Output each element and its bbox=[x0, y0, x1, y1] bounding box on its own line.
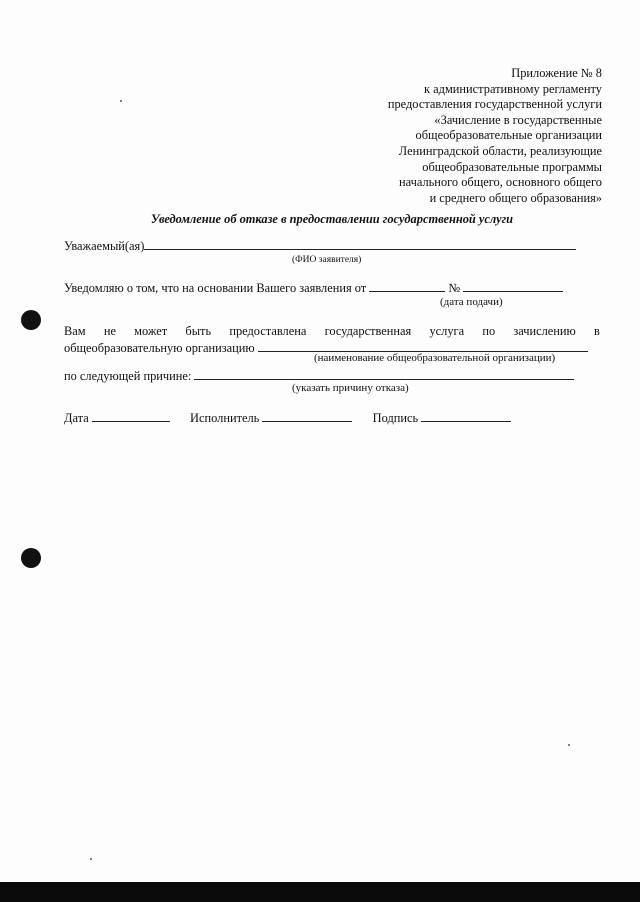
number-sign: № bbox=[448, 281, 461, 295]
application-date-field[interactable] bbox=[369, 280, 445, 292]
scan-speck bbox=[90, 858, 92, 860]
appendix-line: к административному регламенту bbox=[424, 81, 602, 96]
document-title: Уведомление об отказе в предоставлении государственной услуги bbox=[150, 212, 514, 226]
appendix-line: общеобразовательные программы bbox=[422, 159, 602, 174]
appendix-line: «Зачисление в государственные bbox=[434, 112, 602, 127]
refusal-line bbox=[64, 324, 600, 339]
refusal-word: может bbox=[134, 324, 168, 338]
executor-field[interactable] bbox=[262, 410, 352, 422]
organization-field[interactable] bbox=[258, 340, 588, 352]
punch-hole bbox=[21, 310, 41, 330]
salutation-label: Уважаемый(ая) bbox=[64, 239, 145, 253]
punch-hole bbox=[21, 548, 41, 568]
scan-bottom-edge bbox=[0, 882, 640, 902]
appendix-line: предоставления государственной услуги bbox=[387, 97, 602, 112]
application-number-field[interactable] bbox=[463, 280, 563, 292]
appendix-line: начального общего, основного общего bbox=[399, 175, 602, 190]
refusal-word: предоставлена bbox=[229, 324, 307, 338]
reason-field[interactable] bbox=[194, 368, 574, 380]
refusal-word: в bbox=[594, 324, 600, 338]
refusal-word: не bbox=[103, 324, 116, 338]
refusal-word: услуга bbox=[429, 324, 465, 338]
scan-speck bbox=[568, 744, 570, 746]
applicant-name-caption: (ФИО заявителя) bbox=[292, 255, 362, 265]
signature-field[interactable] bbox=[421, 410, 511, 422]
refusal-word: быть bbox=[185, 324, 212, 338]
footer-line bbox=[64, 410, 511, 426]
organization-label: общеобразовательную организацию bbox=[64, 341, 255, 355]
date-caption: (дата подачи) bbox=[440, 296, 503, 308]
appendix-line: Приложение № 8 bbox=[511, 66, 602, 80]
salutation-line bbox=[64, 238, 576, 254]
refusal-word: по bbox=[482, 324, 496, 338]
executor-label: Исполнитель bbox=[190, 411, 260, 425]
scan-speck bbox=[120, 100, 122, 102]
refusal-word: Вам bbox=[64, 324, 86, 338]
signature-label: Подпись bbox=[372, 411, 419, 425]
appendix-line: общеобразовательные организации bbox=[415, 128, 602, 143]
organization-caption: (наименование общеобразовательной организации) bbox=[314, 352, 556, 364]
appendix-line: и среднего общего образования» bbox=[429, 190, 602, 205]
notice-text: Уведомляю о том, что на основании Вашего заявления от bbox=[64, 281, 367, 295]
notice-line bbox=[64, 280, 563, 296]
refusal-word: зачислению bbox=[513, 324, 576, 338]
applicant-name-field[interactable] bbox=[144, 238, 576, 250]
footer-date-field[interactable] bbox=[92, 410, 170, 422]
appendix-header bbox=[322, 66, 602, 206]
appendix-line: Ленинградской области, реализующие bbox=[398, 143, 602, 158]
reason-caption: (указать причину отказа) bbox=[292, 382, 409, 394]
refusal-word: государственная bbox=[324, 324, 412, 338]
reason-label: по следующей причине: bbox=[64, 369, 192, 383]
date-label: Дата bbox=[64, 411, 89, 425]
